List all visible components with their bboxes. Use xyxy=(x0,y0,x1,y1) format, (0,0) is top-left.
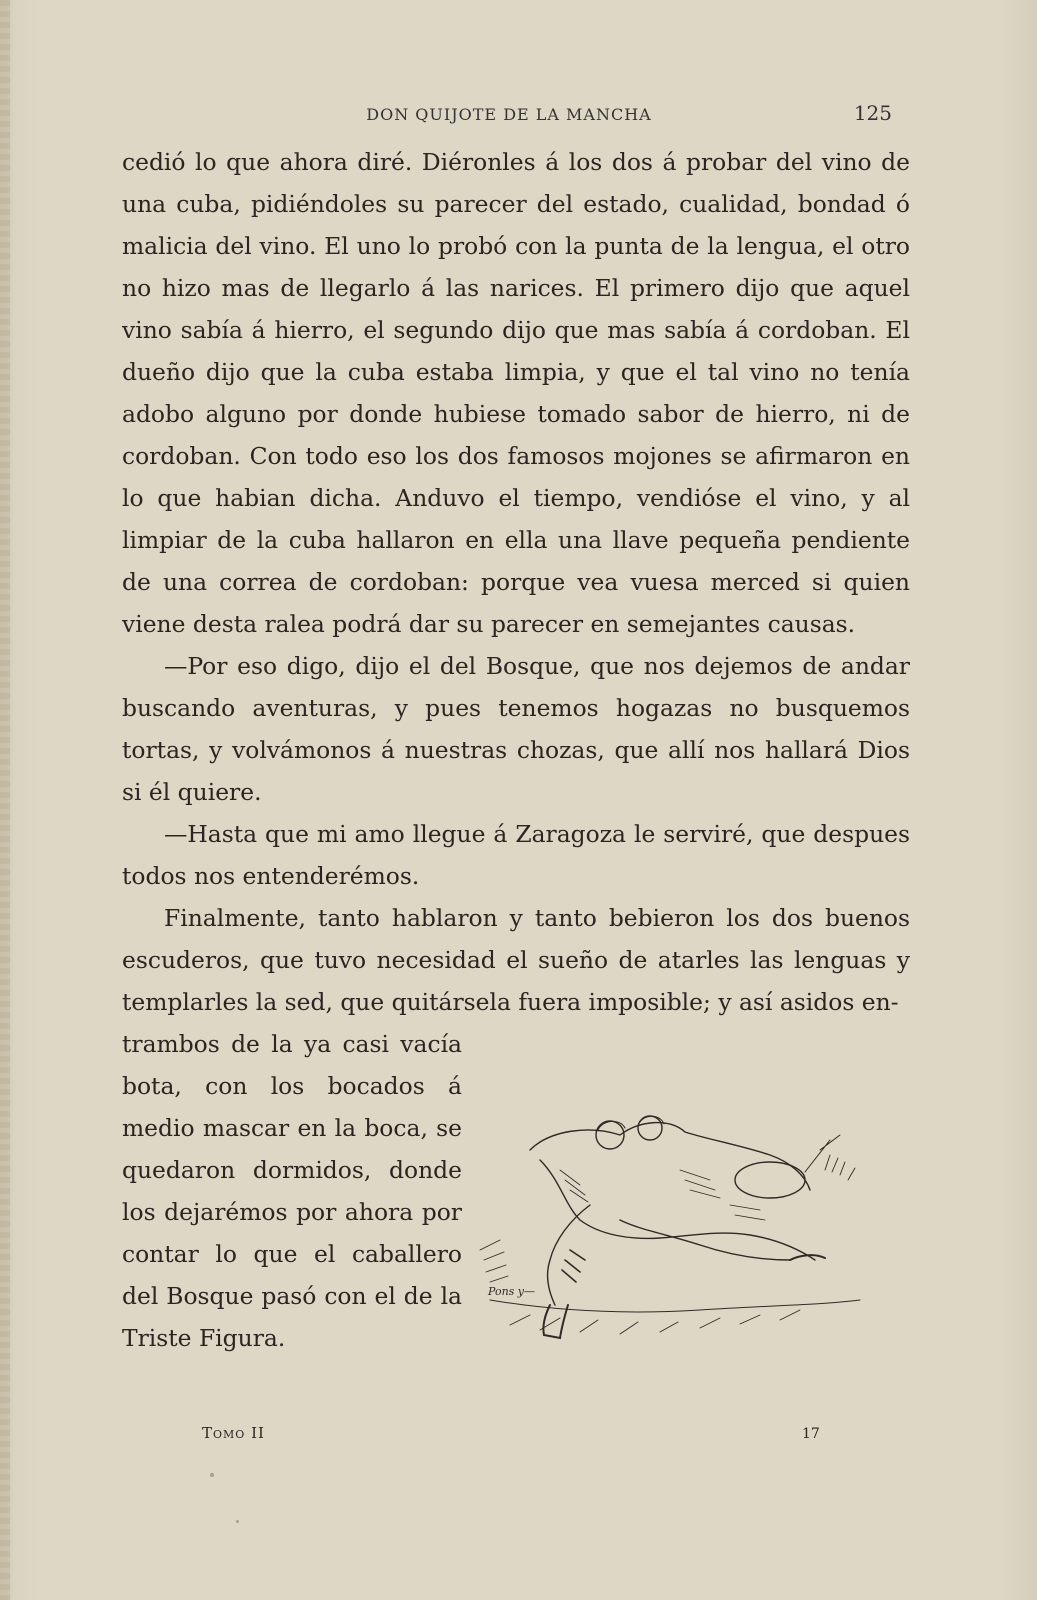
volume-label: Tomo II xyxy=(202,1424,265,1442)
paragraph-3: —Hasta que mi amo llegue á Zaragoza le serviré, que despues todos nos entenderémos. xyxy=(122,820,910,890)
paper-speck xyxy=(210,1473,214,1477)
running-head xyxy=(122,101,892,131)
page-number: 125 xyxy=(853,101,892,125)
signature-mark: 17 xyxy=(802,1426,820,1442)
engraver-signature: Pons y— xyxy=(488,1285,536,1298)
paragraph-2: —Por eso digo, dijo el del Bosque, que nos dejemos de andar buscando aventuras, y pues tenemos hogazas no busquemos tortas, y volvámonos á nuestras chozas, que allí nos hallará Dios si él quiere. xyxy=(122,652,910,806)
paragraph-1: cedió lo que ahora diré. Diéronles á los dos á probar del vino de una cuba, pidiéndoles su parecer del estado, cualidad, bondad ó malicia del vino. El uno lo probó con la punta de la lengua, el otro no hizo mas de llegarlo á las narices. El primero dijo que aquel vino sabía á hierro, el segundo dijo que mas sabía á cordoban. El dueño dijo que la cuba estaba limpia, y que el tal vino no tenía adobo alguno por donde hubiese tomado sabor de hierro, ni de cordoban. Con todo eso los dos famosos mojones se afirmaron en lo que habian dicha. Anduvo el tiempo, vendióse el vino, y al limpiar de la cuba hallaron en ella una llave pequeña pendiente de una correa de cordoban: porque vea vuesa merced si quien viene desta ralea podrá dar su parecer en semejantes causas. xyxy=(122,148,910,638)
running-title: DON QUIJOTE DE LA MANCHA xyxy=(366,105,652,124)
paragraph-4-wrapped: trambos de la ya casi vacía bota, con los bocados á medio mascar en la boca, se quedaron dormidos, donde los dejarémos por ahora por contar lo que el caballero del Bosque pasó con el de la Triste Figura. xyxy=(122,1030,462,1352)
paragraph-4-first: Finalmente, tanto hablaron y tanto bebieron los dos buenos escuderos, que tuvo necesidad el sueño de atarles las lenguas y templarles la sed, que quitársela fuera imposible; y así asidos en- xyxy=(122,904,910,1016)
page-spine-shadow xyxy=(0,0,10,1600)
sleeping-squires-engraving xyxy=(470,1110,870,1370)
paper-speck xyxy=(236,1520,239,1523)
